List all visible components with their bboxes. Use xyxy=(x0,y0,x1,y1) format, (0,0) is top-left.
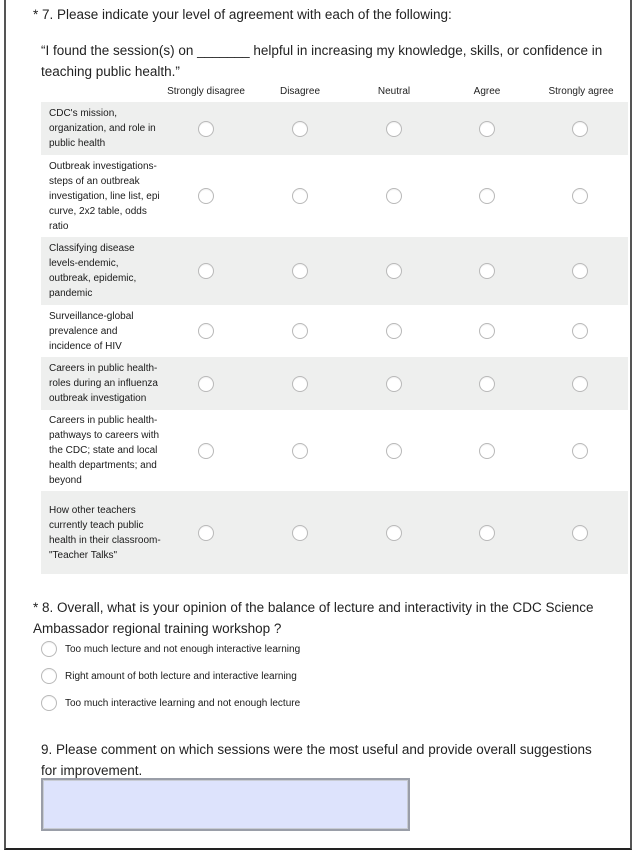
q8-option-too-much-interactive[interactable] xyxy=(41,694,300,712)
row-label: Outbreak investigations-steps of an outbreak investigation, line list, epi curve, 2x2 table, odds ratio xyxy=(49,160,160,232)
question-7-title: * 7. Please indicate your level of agreement with each of the following: xyxy=(33,7,452,22)
row-label: Classifying disease levels-endemic, outbreak, epidemic, pandemic xyxy=(49,243,137,299)
radio-disagree[interactable] xyxy=(292,525,308,541)
matrix-row xyxy=(41,357,628,410)
radio-strongly-disagree[interactable] xyxy=(198,525,214,541)
radio-disagree[interactable] xyxy=(292,188,308,204)
comments-textarea[interactable] xyxy=(41,778,410,831)
radio-disagree[interactable] xyxy=(292,443,308,459)
radio-agree[interactable] xyxy=(479,121,495,137)
radio-strongly-agree[interactable] xyxy=(572,376,588,392)
radio-strongly-agree[interactable] xyxy=(572,525,588,541)
matrix-row xyxy=(41,102,628,155)
radio-strongly-disagree[interactable] xyxy=(198,188,214,204)
matrix-row xyxy=(41,305,628,357)
radio-agree[interactable] xyxy=(479,323,495,339)
column-neutral: Neutral xyxy=(377,86,411,97)
radio-agree[interactable] xyxy=(479,525,495,541)
radio-strongly-agree[interactable] xyxy=(572,188,588,204)
radio-button[interactable] xyxy=(41,668,57,684)
radio-neutral[interactable] xyxy=(386,263,402,279)
matrix-row xyxy=(41,491,628,574)
option-label: Too much interactive learning and not enough lecture xyxy=(65,697,301,709)
radio-neutral[interactable] xyxy=(386,188,402,204)
radio-disagree[interactable] xyxy=(292,263,308,279)
radio-disagree[interactable] xyxy=(292,376,308,392)
radio-neutral[interactable] xyxy=(386,323,402,339)
radio-neutral[interactable] xyxy=(386,121,402,137)
option-label: Too much lecture and not enough interactive learning xyxy=(65,643,301,655)
question-8-title: * 8. Overall, what is your opinion of the balance of lecture and interactivity in the CDC Science Ambassador regional training workshop ? xyxy=(33,600,594,636)
column-strongly-disagree: Strongly disagree xyxy=(167,86,245,97)
matrix-row xyxy=(41,237,628,305)
radio-disagree[interactable] xyxy=(292,323,308,339)
column-agree: Agree xyxy=(473,86,501,97)
radio-agree[interactable] xyxy=(479,376,495,392)
q8-option-right-amount[interactable] xyxy=(41,667,297,685)
row-label: CDC's mission, organization, and role in public health xyxy=(49,108,156,149)
row-label: Surveillance-global prevalence and incidence of HIV xyxy=(49,310,134,352)
matrix-row xyxy=(41,155,628,237)
matrix-row xyxy=(41,410,628,491)
radio-strongly-disagree[interactable] xyxy=(198,323,214,339)
radio-strongly-agree[interactable] xyxy=(572,323,588,339)
radio-strongly-agree[interactable] xyxy=(572,121,588,137)
agreement-matrix xyxy=(41,86,628,574)
column-disagree: Disagree xyxy=(279,86,321,97)
radio-strongly-disagree[interactable] xyxy=(198,376,214,392)
radio-neutral[interactable] xyxy=(386,376,402,392)
radio-strongly-agree[interactable] xyxy=(572,443,588,459)
radio-strongly-disagree[interactable] xyxy=(198,443,214,459)
radio-strongly-disagree[interactable] xyxy=(198,263,214,279)
row-label: How other teachers currently teach public health in their classroom-"Teacher Talks" xyxy=(49,504,161,561)
radio-strongly-disagree[interactable] xyxy=(198,121,214,137)
radio-button[interactable] xyxy=(41,641,57,657)
q8-option-too-much-lecture[interactable] xyxy=(41,640,300,658)
option-label: Right amount of both lecture and interactive learning xyxy=(65,670,297,682)
radio-strongly-agree[interactable] xyxy=(572,263,588,279)
question-7-statement: “I found the session(s) on _______ helpful in increasing my knowledge, skills, or confidence in teaching public health.” xyxy=(41,43,603,79)
radio-neutral[interactable] xyxy=(386,525,402,541)
radio-agree[interactable] xyxy=(479,188,495,204)
radio-agree[interactable] xyxy=(479,443,495,459)
question-9-title: 9. Please comment on which sessions were the most useful and provide overall suggestions for improvement. xyxy=(41,742,592,778)
radio-disagree[interactable] xyxy=(292,121,308,137)
row-label: Careers in public health-pathways to careers with the CDC; state and local health departments; and beyond xyxy=(49,415,160,486)
radio-neutral[interactable] xyxy=(386,443,402,459)
column-strongly-agree: Strongly agree xyxy=(548,86,614,97)
radio-agree[interactable] xyxy=(479,263,495,279)
row-label: Careers in public health-roles during an influenza outbreak investigation xyxy=(49,363,158,404)
radio-button[interactable] xyxy=(41,695,57,711)
